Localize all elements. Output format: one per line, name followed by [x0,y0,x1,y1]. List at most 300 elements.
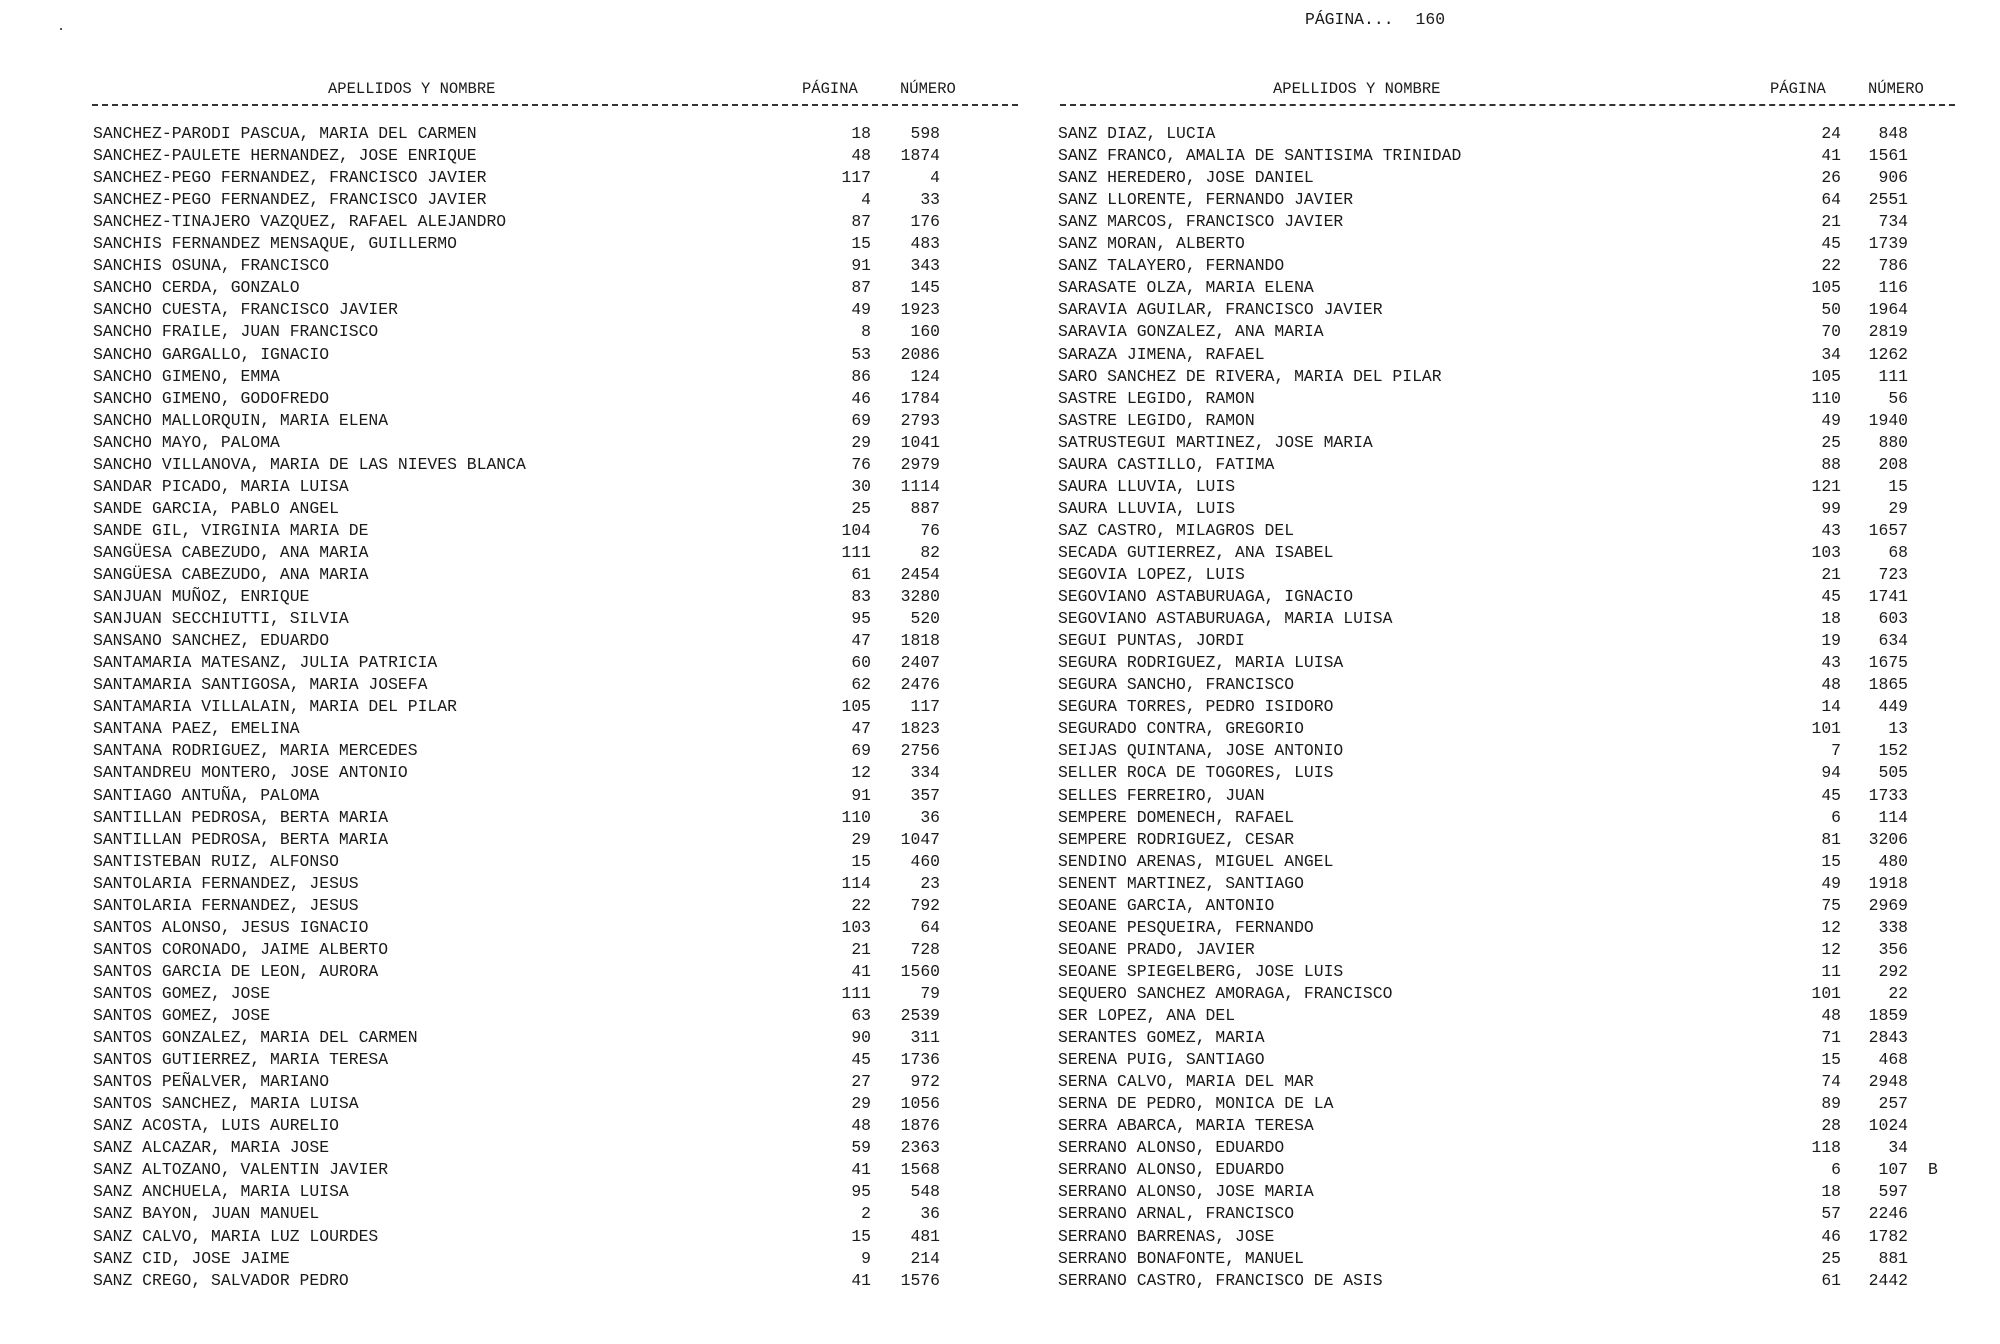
page-number-header [1305,10,1467,29]
entry-page: 25 [1821,432,1841,452]
entry-name: SANTOLARIA FERNANDEZ, JESUS [93,873,359,893]
entry-name: SANCHO GIMENO, GODOFREDO [93,388,330,408]
entry-page: 12 [851,763,871,783]
entry-name: SANZ MARCOS, FRANCISCO JAVIER [1058,212,1344,232]
entry-name: SANTOLARIA FERNANDEZ, JESUS [93,895,359,915]
entry-name: SERRANO ALONSO, EDUARDO [1058,1160,1285,1180]
entry-page: 46 [1821,1226,1841,1246]
list-entry [93,829,990,851]
entry-page: 121 [1811,476,1841,496]
list-entry [93,608,990,630]
entry-page: 53 [851,344,871,364]
entry-number: 480 [1878,851,1908,871]
list-entry [93,718,990,740]
entry-number: 2407 [900,653,940,673]
entry-name: SERANTES GOMEZ, MARIA [1058,1028,1265,1048]
entry-name: SANTOS CORONADO, JAIME ALBERTO [93,939,389,959]
entry-number: 2756 [900,741,940,761]
list-entry [1058,1115,1958,1137]
entry-page: 95 [851,609,871,629]
entry-page: 105 [1811,366,1841,386]
entry-page: 118 [1811,1138,1841,1158]
list-entry [93,233,990,255]
list-entry [93,1049,990,1071]
entry-number: 723 [1878,565,1908,584]
entry-name: SANCHEZ-PEGO FERNANDEZ, FRANCISCO JAVIER [93,168,487,188]
list-entry [1058,1071,1958,1093]
list-entry [1058,1137,1958,1159]
entry-number: 1262 [1868,344,1908,364]
entry-number: 1733 [1868,785,1908,805]
entry-number: 334 [910,763,940,783]
entry-page: 81 [1821,829,1841,849]
entry-number: 82 [920,542,940,562]
entry-number: 2793 [900,410,940,430]
list-entry [93,123,990,145]
left-header-name: APELLIDOS Y NOMBRE [328,80,496,98]
entry-page: 15 [851,851,871,871]
list-entry [93,807,990,829]
entry-page: 111 [841,983,871,1003]
entry-page: 12 [1821,917,1841,937]
entry-number: 792 [910,895,940,915]
list-entry [1058,829,1958,851]
entry-name: SANTILLAN PEDROSA, BERTA MARIA [93,829,389,849]
entry-name: SANCHEZ-PEGO FERNANDEZ, FRANCISCO JAVIER [93,190,487,210]
list-entry [93,851,990,873]
entry-page: 30 [851,476,871,496]
right-header-divider [1060,104,1955,106]
list-entry [1058,1248,1958,1270]
entry-name: SERRANO ARNAL, FRANCISCO [1058,1204,1295,1224]
entry-page: 21 [1821,565,1841,584]
entry-name: SAURA CASTILLO, FATIMA [1058,454,1275,474]
list-entry [1058,189,1958,211]
entry-name: SANDAR PICADO, MARIA LUISA [93,476,349,496]
entry-number: 548 [910,1182,940,1202]
entry-name: SEMPERE RODRIGUEZ, CESAR [1058,829,1295,849]
entry-page: 18 [1821,1182,1841,1202]
entry-number: 880 [1878,432,1908,452]
entry-name: SEGOVIANO ASTABURUAGA, IGNACIO [1058,587,1354,607]
entry-name: SERRANO ALONSO, JOSE MARIA [1058,1182,1314,1202]
entry-number: 483 [910,234,940,254]
entry-name: SANZ DIAZ, LUCIA [1058,124,1216,143]
entry-note: B [1928,1160,1938,1180]
entry-number: 1865 [1868,675,1908,695]
list-entry [93,388,990,410]
entry-number: 1784 [900,388,940,408]
list-entry [93,1115,990,1137]
list-entry [1058,366,1958,388]
entry-page: 45 [1821,587,1841,607]
entry-number: 76 [920,520,940,540]
list-entry [93,454,990,476]
entry-page: 15 [1821,851,1841,871]
entry-page: 114 [841,873,871,893]
entry-number: 1047 [900,829,940,849]
entry-page: 29 [851,1094,871,1114]
list-entry [93,1027,990,1049]
list-entry [93,1226,990,1248]
entry-name: SANZ HEREDERO, JOSE DANIEL [1058,168,1314,188]
entry-page: 49 [851,300,871,320]
entry-name: SASTRE LEGIDO, RAMON [1058,410,1255,430]
entry-page: 11 [1821,961,1841,981]
entry-name: SECADA GUTIERREZ, ANA ISABEL [1058,542,1334,562]
entry-name: SANTOS GARCIA DE LEON, AURORA [93,961,379,981]
entry-page: 69 [851,410,871,430]
entry-name: SANTANA PAEZ, EMELINA [93,719,300,739]
entry-number: 1739 [1868,234,1908,254]
right-header-name: APELLIDOS Y NOMBRE [1273,80,1441,98]
entry-name: SANTOS GOMEZ, JOSE [93,1006,271,1025]
entry-page: 29 [851,432,871,452]
list-entry [93,895,990,917]
list-entry [93,785,990,807]
list-entry [93,1248,990,1270]
list-entry [1058,1203,1958,1225]
list-entry [1058,498,1958,520]
entry-name: SARASATE OLZA, MARIA ELENA [1058,278,1314,298]
entry-name: SERRANO ALONSO, EDUARDO [1058,1138,1285,1158]
entry-name: SANZ CREGO, SALVADOR PEDRO [93,1270,349,1290]
entry-number: 2551 [1868,190,1908,210]
entry-page: 48 [1821,675,1841,695]
entry-number: 1056 [900,1094,940,1114]
entry-number: 23 [920,873,940,893]
entry-page: 60 [851,653,871,673]
entry-name: SAURA LLUVIA, LUIS [1058,476,1236,496]
list-entry [1058,564,1958,586]
entry-page: 25 [851,498,871,518]
entry-name: SANCHO CUESTA, FRANCISCO JAVIER [93,300,398,320]
entry-number: 292 [1878,961,1908,981]
entry-page: 15 [1821,1050,1841,1070]
entry-page: 12 [1821,939,1841,959]
entry-page: 101 [1811,983,1841,1003]
entry-number: 1923 [900,300,940,320]
entry-page: 50 [1821,300,1841,320]
entry-name: SANTANDREU MONTERO, JOSE ANTONIO [93,763,408,783]
list-entry [93,961,990,983]
entry-name: SERRANO BONAFONTE, MANUEL [1058,1248,1304,1268]
left-header-page: PÁGINA [802,80,858,98]
list-entry [1058,630,1958,652]
entry-number: 1561 [1868,146,1908,166]
entry-name: SAZ CASTRO, MILAGROS DEL [1058,520,1295,540]
entry-number: 107 [1878,1160,1908,1180]
entry-number: 520 [910,609,940,629]
entry-number: 343 [910,256,940,276]
entry-number: 3280 [900,587,940,607]
list-entry [93,674,990,696]
entry-page: 71 [1821,1028,1841,1048]
list-entry [93,255,990,277]
entry-number: 2476 [900,675,940,695]
entry-number: 468 [1878,1050,1908,1070]
list-entry [93,321,990,343]
entry-name: SANCHEZ-PAULETE HERNANDEZ, JOSE ENRIQUE [93,146,477,166]
entry-name: SANCHO MALLORQUIN, MARIA ELENA [93,410,389,430]
entry-number: 786 [1878,256,1908,276]
entry-name: SEGUI PUNTAS, JORDI [1058,631,1245,651]
list-entry [93,1203,990,1225]
list-entry [1058,321,1958,343]
list-entry [1058,542,1958,564]
entry-number: 29 [1888,498,1908,518]
entry-number: 728 [910,939,940,959]
entry-name: SEGURA RODRIGUEZ, MARIA LUISA [1058,653,1344,673]
page-number: 160 [1415,10,1446,29]
list-entry [93,542,990,564]
entry-page: 29 [851,829,871,849]
entry-page: 111 [841,542,871,562]
entry-page: 110 [841,807,871,827]
entry-name: SERNA CALVO, MARIA DEL MAR [1058,1072,1314,1092]
entry-number: 152 [1878,741,1908,761]
list-entry [93,299,990,321]
entry-number: 338 [1878,917,1908,937]
entry-name: SANSANO SANCHEZ, EDUARDO [93,631,330,651]
list-entry [93,1005,990,1027]
entry-number: 887 [910,498,940,518]
list-entry [1058,123,1958,145]
entry-name: SANTOS SANCHEZ, MARIA LUISA [93,1094,359,1114]
entry-page: 22 [851,895,871,915]
entry-page: 14 [1821,697,1841,717]
entry-page: 95 [851,1182,871,1202]
entry-name: SEMPERE DOMENECH, RAFAEL [1058,807,1295,827]
list-entry [1058,1049,1958,1071]
entry-name: SEGURA SANCHO, FRANCISCO [1058,675,1295,695]
list-entry [93,1137,990,1159]
entry-page: 117 [841,168,871,188]
entry-number: 460 [910,851,940,871]
entry-name: SANZ ALCAZAR, MARIA JOSE [93,1138,330,1158]
entry-number: 114 [1878,807,1908,827]
entry-number: 1024 [1868,1116,1908,1136]
entry-number: 356 [1878,939,1908,959]
entry-page: 18 [851,124,871,143]
entry-page: 87 [851,278,871,298]
entry-number: 68 [1888,542,1908,562]
entry-number: 33 [920,190,940,210]
entry-name: SANDE GIL, VIRGINIA MARIA DE [93,520,369,540]
list-entry [93,917,990,939]
entry-page: 45 [1821,785,1841,805]
list-entry [93,630,990,652]
entry-name: SANZ CALVO, MARIA LUZ LOURDES [93,1226,379,1246]
entry-page: 69 [851,741,871,761]
entry-page: 15 [851,234,871,254]
entry-name: SEOANE SPIEGELBERG, JOSE LUIS [1058,961,1344,981]
entry-name: SANTAMARIA SANTIGOSA, MARIA JOSEFA [93,675,428,695]
entry-page: 28 [1821,1116,1841,1136]
entry-page: 91 [851,256,871,276]
entry-number: 311 [910,1028,940,1048]
entry-page: 89 [1821,1094,1841,1114]
entry-number: 1859 [1868,1006,1908,1025]
list-entry [1058,277,1958,299]
entry-page: 105 [841,697,871,717]
entry-name: SERRA ABARCA, MARIA TERESA [1058,1116,1314,1136]
entry-number: 124 [910,366,940,386]
entry-name: SANCHO GARGALLO, IGNACIO [93,344,330,364]
entry-name: SEOANE PRADO, JAVIER [1058,939,1255,959]
entry-number: 34 [1888,1138,1908,1158]
list-entry [93,1270,990,1292]
list-entry [93,277,990,299]
entry-page: 63 [851,1006,871,1025]
entry-number: 906 [1878,168,1908,188]
entry-name: SANCHIS OSUNA, FRANCISCO [93,256,330,276]
list-entry [1058,740,1958,762]
entry-number: 79 [920,983,940,1003]
entry-page: 61 [1821,1270,1841,1290]
entry-page: 21 [1821,212,1841,232]
entry-name: SANTISTEBAN RUIZ, ALFONSO [93,851,339,871]
entry-page: 43 [1821,653,1841,673]
entry-name: SANTAMARIA MATESANZ, JULIA PATRICIA [93,653,438,673]
entry-name: SERENA PUIG, SANTIAGO [1058,1050,1265,1070]
entry-number: 257 [1878,1094,1908,1114]
list-entry [1058,807,1958,829]
left-header-number: NÚMERO [900,80,956,98]
entry-page: 61 [851,565,871,584]
entry-page: 48 [1821,1006,1841,1025]
entry-name: SANZ ACOSTA, LUIS AURELIO [93,1116,339,1136]
list-entry [1058,895,1958,917]
entry-number: 3206 [1868,829,1908,849]
entry-page: 4 [861,190,871,210]
entry-number: 449 [1878,697,1908,717]
entry-number: 2454 [900,565,940,584]
entry-page: 8 [861,322,871,342]
list-entry [93,476,990,498]
entry-page: 6 [1831,807,1841,827]
entry-page: 19 [1821,631,1841,651]
entry-number: 111 [1878,366,1908,386]
right-header-page: PÁGINA [1770,80,1826,98]
entry-number: 2442 [1868,1270,1908,1290]
entry-name: SER LOPEZ, ANA DEL [1058,1006,1236,1025]
entry-number: 1918 [1868,873,1908,893]
list-entry [1058,1181,1958,1203]
entry-number: 2539 [900,1006,940,1025]
entry-page: 83 [851,587,871,607]
entry-page: 101 [1811,719,1841,739]
entry-name: SANZ TALAYERO, FERNANDO [1058,256,1285,276]
list-entry [1058,233,1958,255]
entry-number: 1657 [1868,520,1908,540]
list-entry [1058,410,1958,432]
entry-number: 4 [930,168,940,188]
list-entry [1058,785,1958,807]
entry-name: SELLES FERREIRO, JUAN [1058,785,1265,805]
entry-page: 88 [1821,454,1841,474]
entry-name: SANJUAN MUÑOZ, ENRIQUE [93,587,310,607]
list-entry [1058,674,1958,696]
entry-number: 597 [1878,1182,1908,1202]
list-entry [93,520,990,542]
entry-page: 6 [1831,1160,1841,1180]
entry-number: 2819 [1868,322,1908,342]
entry-page: 48 [851,146,871,166]
entry-name: SANZ BAYON, JUAN MANUEL [93,1204,320,1224]
list-entry [1058,1270,1958,1292]
entry-name: SANCHO GIMENO, EMMA [93,366,280,386]
entry-page: 70 [1821,322,1841,342]
entry-page: 99 [1821,498,1841,518]
list-entry [1058,1027,1958,1049]
entry-page: 105 [1811,278,1841,298]
entry-number: 1940 [1868,410,1908,430]
entry-page: 46 [851,388,871,408]
entry-page: 91 [851,785,871,805]
entry-name: SANZ CID, JOSE JAIME [93,1248,290,1268]
entry-name: SANZ MORAN, ALBERTO [1058,234,1245,254]
entry-number: 2948 [1868,1072,1908,1092]
entry-name: SANCHO CERDA, GONZALO [93,278,300,298]
entry-page: 94 [1821,763,1841,783]
entry-page: 47 [851,631,871,651]
entry-name: SANTOS GUTIERREZ, MARIA TERESA [93,1050,389,1070]
entry-number: 1741 [1868,587,1908,607]
entry-name: SASTRE LEGIDO, RAMON [1058,388,1255,408]
list-entry [93,1159,990,1181]
entry-name: SARAVIA AGUILAR, FRANCISCO JAVIER [1058,300,1383,320]
entry-page: 26 [1821,168,1841,188]
list-entry [1058,520,1958,542]
entry-page: 74 [1821,1072,1841,1092]
entry-page: 59 [851,1138,871,1158]
entry-number: 2086 [900,344,940,364]
list-entry [93,1093,990,1115]
entry-number: 116 [1878,278,1908,298]
entry-number: 2843 [1868,1028,1908,1048]
entry-number: 2979 [900,454,940,474]
list-entry [93,586,990,608]
entry-number: 1576 [900,1270,940,1290]
entry-name: SEOANE PESQUEIRA, FERNANDO [1058,917,1314,937]
entry-page: 41 [851,1160,871,1180]
entry-name: SERNA DE PEDRO, MONICA DE LA [1058,1094,1334,1114]
entry-name: SANTAMARIA VILLALAIN, MARIA DEL PILAR [93,697,457,717]
list-entry [93,498,990,520]
list-entry [1058,344,1958,366]
entry-number: 208 [1878,454,1908,474]
entry-page: 41 [851,961,871,981]
entry-page: 9 [861,1248,871,1268]
list-entry [1058,454,1958,476]
entry-page: 90 [851,1028,871,1048]
entry-number: 848 [1878,124,1908,143]
entry-name: SANTANA RODRIGUEZ, MARIA MERCEDES [93,741,418,761]
entry-name: SANTOS GONZALEZ, MARIA DEL CARMEN [93,1028,418,1048]
entry-page: 104 [841,520,871,540]
entry-number: 481 [910,1226,940,1246]
list-entry [1058,586,1958,608]
left-header-divider [92,104,1018,106]
entry-name: SEGOVIANO ASTABURUAGA, MARIA LUISA [1058,609,1393,629]
list-entry [1058,762,1958,784]
entry-page: 49 [1821,410,1841,430]
list-entry [1058,211,1958,233]
list-entry [1058,388,1958,410]
entry-name: SANTIAGO ANTUÑA, PALOMA [93,785,320,805]
entry-name: SANCHO FRAILE, JUAN FRANCISCO [93,322,379,342]
